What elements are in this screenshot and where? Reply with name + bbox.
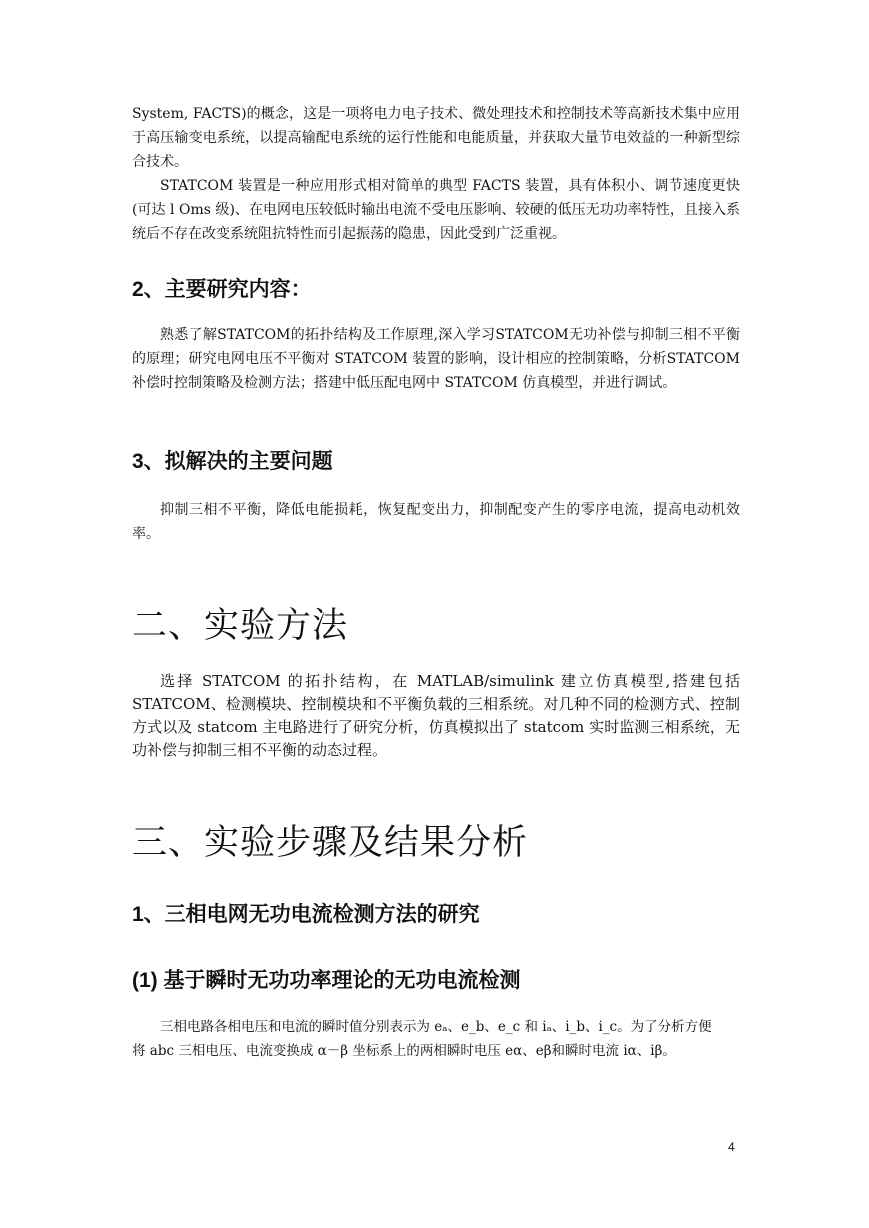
chapter-heading-steps-results: 三、实验步骤及结果分析 (132, 823, 529, 863)
methods-paragraph: 选择 STATCOM 的拓扑结构，在 MATLAB/simulink 建立仿真模型,搭建包括STATCOM、检测模块、控制模块和不平衡负载的三相系统。对几种不同的检测方式、控制方式以及 statcom 主电路进行了研究分析，仿真模拟出了 statcom 实时监测三相系统，无功补偿与抑制三相不平衡的动态过程。 (132, 672, 740, 759)
section-heading-research-content: 2、主要研究内容： (132, 278, 312, 301)
intro-paragraph-1: System, FACTS)的概念，这是一项将电力电子技术、微处理技术和控制技术等高新技术集中应用于高压输变电系统，以提高输配电系统的运行性能和电能质量，并获取大量节电效益的一种新型综合技术。 (132, 106, 740, 170)
subsection-heading-reactive-current-detection: 1、三相电网无功电流检测方法的研究 (132, 903, 480, 926)
research-content-paragraph: 熟悉了解STATCOM的拓扑结构及工作原理,深入学习STATCOM无功补偿与抑制三相不平衡的原理；研究电网电压不平衡对 STATCOM 装置的影响，设计相应的控制策略，分析STATCOM 补偿时控制策略及检测方法；搭建中低压配电网中 STATCOM 仿真模型，并进行调试。 (132, 327, 740, 391)
detection-paragraph-line-1: 三相电路各相电压和电流的瞬时值分别表示为 eₐ、e_b、e_c 和 iₐ、i_b、i_c。为了分析方便 (160, 1019, 712, 1035)
detection-paragraph-line-2: 将 abc 三相电压、电流变换成 α－β 坐标系上的两相瞬时电压 eα、eβ和瞬时电流 iα、iβ。 (132, 1043, 676, 1059)
section-heading-main-problems: 3、拟解决的主要问题 (132, 450, 333, 473)
main-problems-paragraph: 抑制三相不平衡，降低电能损耗，恢复配变出力，抑制配变产生的零序电流，提高电动机效率。 (132, 502, 740, 542)
chapter-heading-methods: 二、实验方法 (132, 606, 349, 646)
page-number: 4 (728, 1140, 735, 1154)
intro-paragraph-2: STATCOM 装置是一种应用形式相对简单的典型 FACTS 装置，具有体积小、调节速度更快(可达 l Oms 级)、在电网电压较低时输出电流不受电压影响、较硬的低压无功功率特性，且接入系统后不存在改变系统阻抗特性而引起振荡的隐患，因此受到广泛重视。 (132, 178, 740, 242)
subsection-heading-instantaneous-reactive-power: (1) 基于瞬时无功功率理论的无功电流检测 (132, 969, 521, 992)
